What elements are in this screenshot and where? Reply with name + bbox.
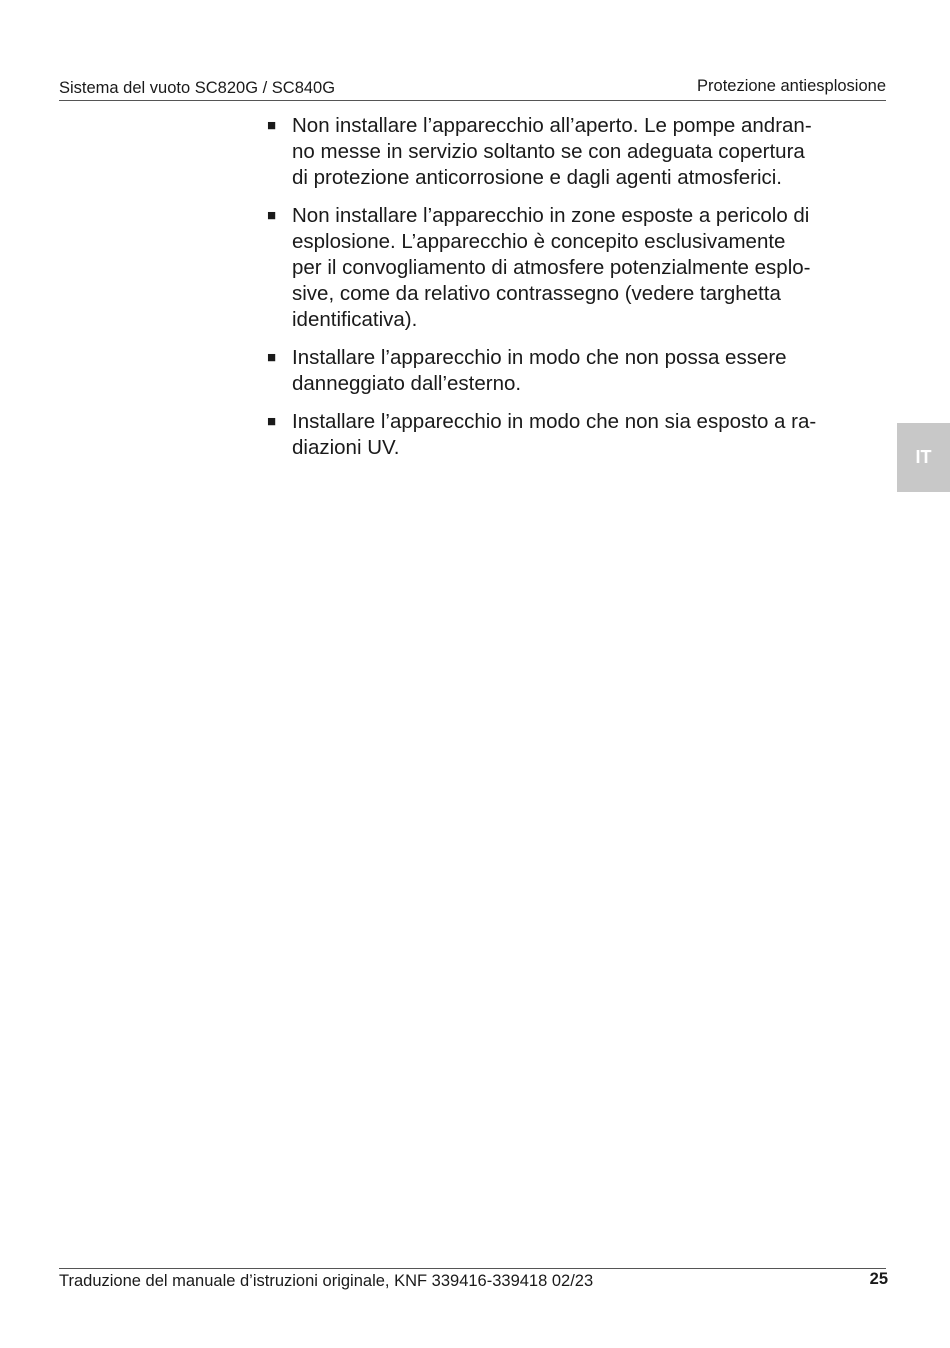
page-number: 25 [869, 1270, 888, 1288]
square-bullet-icon: ■ [267, 207, 277, 224]
header-divider [59, 100, 886, 101]
header-document-title: Sistema del vuoto SC820G / SC840G [59, 79, 336, 97]
footer-divider [59, 1268, 886, 1269]
main-content [267, 113, 873, 473]
square-bullet-icon: ■ [267, 413, 277, 430]
list-item-text: Non installare l’apparecchio in zone esposte a pericolo di esplosione. L’apparecchio è concepito esclusivamente per il convogliamento di atmosfere potenzialmente esplo- sive, come da relativo contrassegno (vedere targhetta identificativa). [292, 204, 811, 331]
header-section-title: Protezione antiesplosione [697, 77, 886, 95]
list-item-text: Installare l’apparecchio in modo che non sia esposto a ra- diazioni UV. [292, 410, 817, 459]
square-bullet-icon: ■ [267, 117, 277, 134]
list-item-text: Non installare l’apparecchio all’aperto. Le pompe andran- no messe in servizio soltanto se con adeguata copertura di protezione anticorrosione e dagli agenti atmosferici. [292, 114, 812, 189]
safety-instructions-list [267, 113, 873, 461]
square-bullet-icon: ■ [267, 349, 277, 366]
list-item [267, 409, 873, 461]
list-item-text: Installare l’apparecchio in modo che non possa essere danneggiato dall’esterno. [292, 346, 787, 395]
language-tab: IT [897, 423, 950, 492]
footer-document-reference: Traduzione del manuale d’istruzioni originale, KNF 339416-339418 02/23 [59, 1272, 594, 1290]
list-item [267, 345, 873, 397]
list-item [267, 113, 873, 191]
list-item [267, 203, 873, 333]
